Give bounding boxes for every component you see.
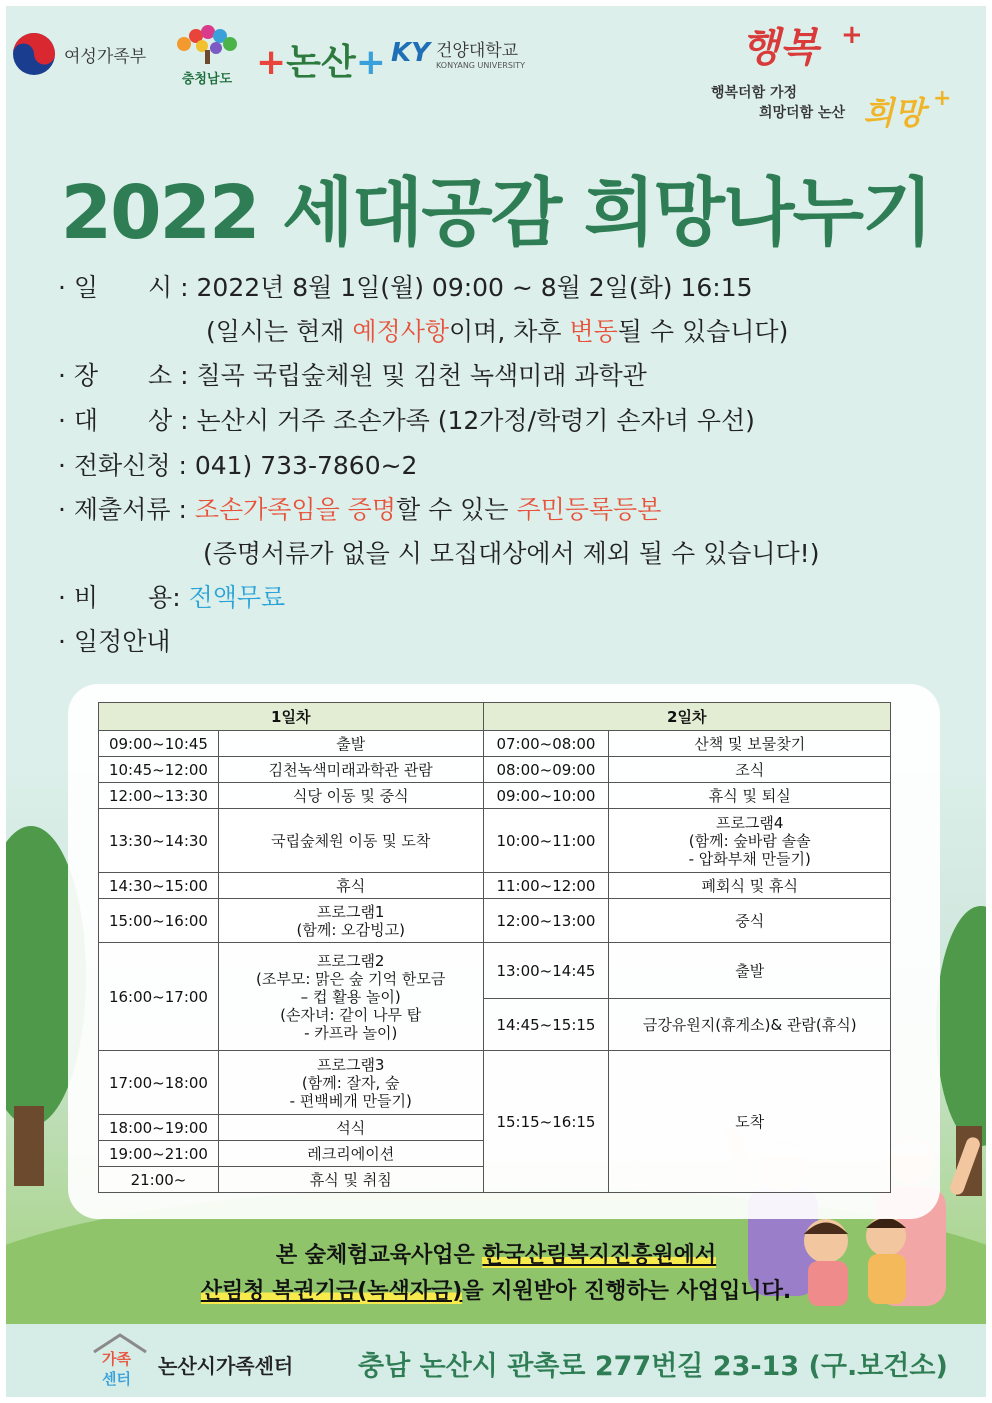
funding-notice <box>6 1238 986 1310</box>
center-address: 충남 논산시 관촉로 277번길 23-13 (구.보건소) <box>358 1351 948 1382</box>
d2-activity: 폐회식 및 휴식 <box>609 873 891 899</box>
d1-activity: 프로그램3 (함께: 잘자, 숲 - 편백베개 만들기) <box>218 1051 483 1115</box>
d2-activity: 휴식 및 퇴실 <box>609 783 891 809</box>
table-row <box>99 731 891 757</box>
docs-highlight-2: 주민등록등본 <box>516 495 662 524</box>
info-schedule-row <box>58 622 171 658</box>
d1-time: 16:00~17:00 <box>99 943 219 1051</box>
konyang-logo <box>391 36 525 70</box>
d2-time: 09:00~10:00 <box>483 783 609 809</box>
nonsan-text: 논산 <box>286 42 356 83</box>
d1-time: 13:30~14:30 <box>99 809 219 873</box>
d2-activity: 조식 <box>609 757 891 783</box>
konyang-name: 건양대학교 <box>435 41 519 61</box>
d2-time: 11:00~12:00 <box>483 873 609 899</box>
d2-time: 13:00~14:45 <box>483 943 609 999</box>
info-cost-row <box>58 578 285 614</box>
d1-time: 21:00~ <box>99 1167 219 1193</box>
d1-time: 14:30~15:00 <box>99 873 219 899</box>
schedule-label: · 일정안내 <box>58 627 171 656</box>
taegeuk-icon <box>12 32 56 76</box>
d1-time: 19:00~21:00 <box>99 1141 219 1167</box>
info-date-note <box>206 312 788 348</box>
schedule-table <box>98 702 891 1193</box>
date-note-post: 될 수 있습니다) <box>617 317 789 346</box>
nonsan-plus-icon-2: + <box>355 42 386 83</box>
logo-text-family: 가족 <box>102 1350 131 1368</box>
info-phone-row <box>58 446 417 482</box>
happy-plus-icon: + <box>841 20 863 50</box>
mogef-logo <box>12 32 146 76</box>
d2-time: 15:15~16:15 <box>483 1051 609 1193</box>
place-label: · 장 소 : <box>58 361 189 390</box>
docs-mid: 할 수 있는 <box>395 495 517 524</box>
target-value: 논산시 거주 조손가족 (12가정/학령기 손자녀 우선) <box>196 406 755 435</box>
d1-time: 17:00~18:00 <box>99 1051 219 1115</box>
info-place-row <box>58 356 647 392</box>
logo-bar <box>6 6 986 136</box>
d1-activity: 국립숲체원 이동 및 도착 <box>218 809 483 873</box>
notice-line1-text: 본 숲체험교육사업은 <box>275 1243 483 1268</box>
d2-activity: 산책 및 보물찾기 <box>609 731 891 757</box>
d1-activity: 석식 <box>218 1115 483 1141</box>
d1-time: 10:45~12:00 <box>99 757 219 783</box>
notice-line2-highlight: 산림청 복권기금(녹색자금) <box>200 1279 463 1304</box>
date-label: · 일 시 : <box>58 273 189 302</box>
konyang-name-en: KONYANG UNIVERSITY <box>435 61 526 70</box>
chungnam-logo <box>172 24 242 87</box>
info-target-row <box>58 401 755 437</box>
happy-calligraphy: 행복 <box>741 25 819 71</box>
table-row <box>99 899 891 943</box>
docs-note: (증명서류가 없을 시 모집대상에서 제외 될 수 있습니다!) <box>203 539 820 568</box>
happy-slogan-logo <box>711 14 981 134</box>
d1-activity: 프로그램2 (조부모: 맑은 숲 기억 한모금 – 컵 활용 놀이) (손자녀: 같이 나무 탑 - 카프라 놀이) <box>218 943 483 1051</box>
family-center-logo <box>90 1332 150 1390</box>
d1-activity: 김천녹색미래과학관 관람 <box>218 757 483 783</box>
table-row <box>99 757 891 783</box>
d1-time: 18:00~19:00 <box>99 1115 219 1141</box>
date-note-highlight-2: 변동 <box>569 317 618 346</box>
d1-activity: 휴식 <box>218 873 483 899</box>
chungnam-tree-icon <box>172 24 242 64</box>
day2-header: 2일차 <box>483 703 891 731</box>
d1-activity: 레크리에이션 <box>218 1141 483 1167</box>
notice-line1-highlight: 한국산림복지진흥원에서 <box>482 1243 717 1268</box>
date-note-highlight-1: 예정사항 <box>352 317 450 346</box>
d1-activity: 휴식 및 취침 <box>218 1167 483 1193</box>
d1-time: 12:00~13:30 <box>99 783 219 809</box>
table-row <box>99 943 891 999</box>
hope-plus-icon: + <box>933 86 952 111</box>
table-row <box>99 809 891 873</box>
d2-activity: 출발 <box>609 943 891 999</box>
notice-line-2 <box>6 1274 986 1310</box>
day1-header: 1일차 <box>99 703 484 731</box>
slogan-line1: 행복더함 가정 <box>711 85 798 101</box>
d1-time: 09:00~10:45 <box>99 731 219 757</box>
info-docs-row <box>58 490 661 526</box>
d2-activity: 금강유원지(휴게소)& 관람(휴식) <box>609 999 891 1051</box>
table-row <box>99 1051 891 1115</box>
d1-activity: 식당 이동 및 중식 <box>218 783 483 809</box>
d2-activity: 중식 <box>609 899 891 943</box>
d2-time: 10:00~11:00 <box>483 809 609 873</box>
d1-activity: 출발 <box>218 731 483 757</box>
date-note-pre: (일시는 현재 <box>206 317 353 346</box>
notice-line2-text: 을 지원받아 진행하는 사업입니다. <box>462 1279 792 1304</box>
page-title: 2022 세대공감 희망나누기 <box>60 170 932 256</box>
slogan-line2: 희망더함 논산 <box>759 105 846 121</box>
nonsan-plus-icon: + <box>256 42 287 83</box>
table-row <box>99 873 891 899</box>
mogef-text: 여성가족부 <box>64 46 147 67</box>
docs-label: · 제출서류 : <box>58 495 187 524</box>
tree-trunk-left <box>14 1106 44 1186</box>
d2-activity: 도착 <box>609 1051 891 1193</box>
d2-time: 14:45~15:15 <box>483 999 609 1051</box>
center-name: 논산시가족센터 <box>158 1354 294 1378</box>
footer <box>6 1324 986 1397</box>
date-note-mid: 이며, 차후 <box>449 317 570 346</box>
notice-line-1 <box>6 1238 986 1274</box>
date-value: 2022년 8월 1일(월) 09:00 ~ 8월 2일(화) 16:15 <box>196 273 753 302</box>
konyang-ky-icon: KY <box>391 38 430 68</box>
info-date-row <box>58 268 753 304</box>
cost-value: 전액무료 <box>188 583 286 612</box>
d2-time: 08:00~09:00 <box>483 757 609 783</box>
d1-time: 15:00~16:00 <box>99 899 219 943</box>
d2-activity: 프로그램4 (함께: 숲바람 솔솔 - 압화부채 만들기) <box>609 809 891 873</box>
phone-label: · 전화신청 : <box>58 451 187 480</box>
d2-time: 12:00~13:00 <box>483 899 609 943</box>
info-docs-note <box>203 534 819 570</box>
schedule-header-row <box>99 703 891 731</box>
phone-value: 041) 733-7860~2 <box>194 451 418 480</box>
table-row <box>99 783 891 809</box>
hope-calligraphy: 희망 <box>863 94 925 132</box>
docs-highlight-1: 조손가족임을 증명 <box>194 495 396 524</box>
d1-activity: 프로그램1 (함께: 오감빙고) <box>218 899 483 943</box>
logo-text-center: 센터 <box>102 1370 131 1388</box>
poster <box>6 6 986 1397</box>
nonsan-logo <box>256 34 386 85</box>
chungnam-text: 충청남도 <box>181 72 233 87</box>
place-value: 칠곡 국립숲체원 및 김천 녹색미래 과학관 <box>196 361 647 390</box>
target-label: · 대 상 : <box>58 406 189 435</box>
d2-time: 07:00~08:00 <box>483 731 609 757</box>
cost-label: · 비 용: <box>58 583 181 612</box>
